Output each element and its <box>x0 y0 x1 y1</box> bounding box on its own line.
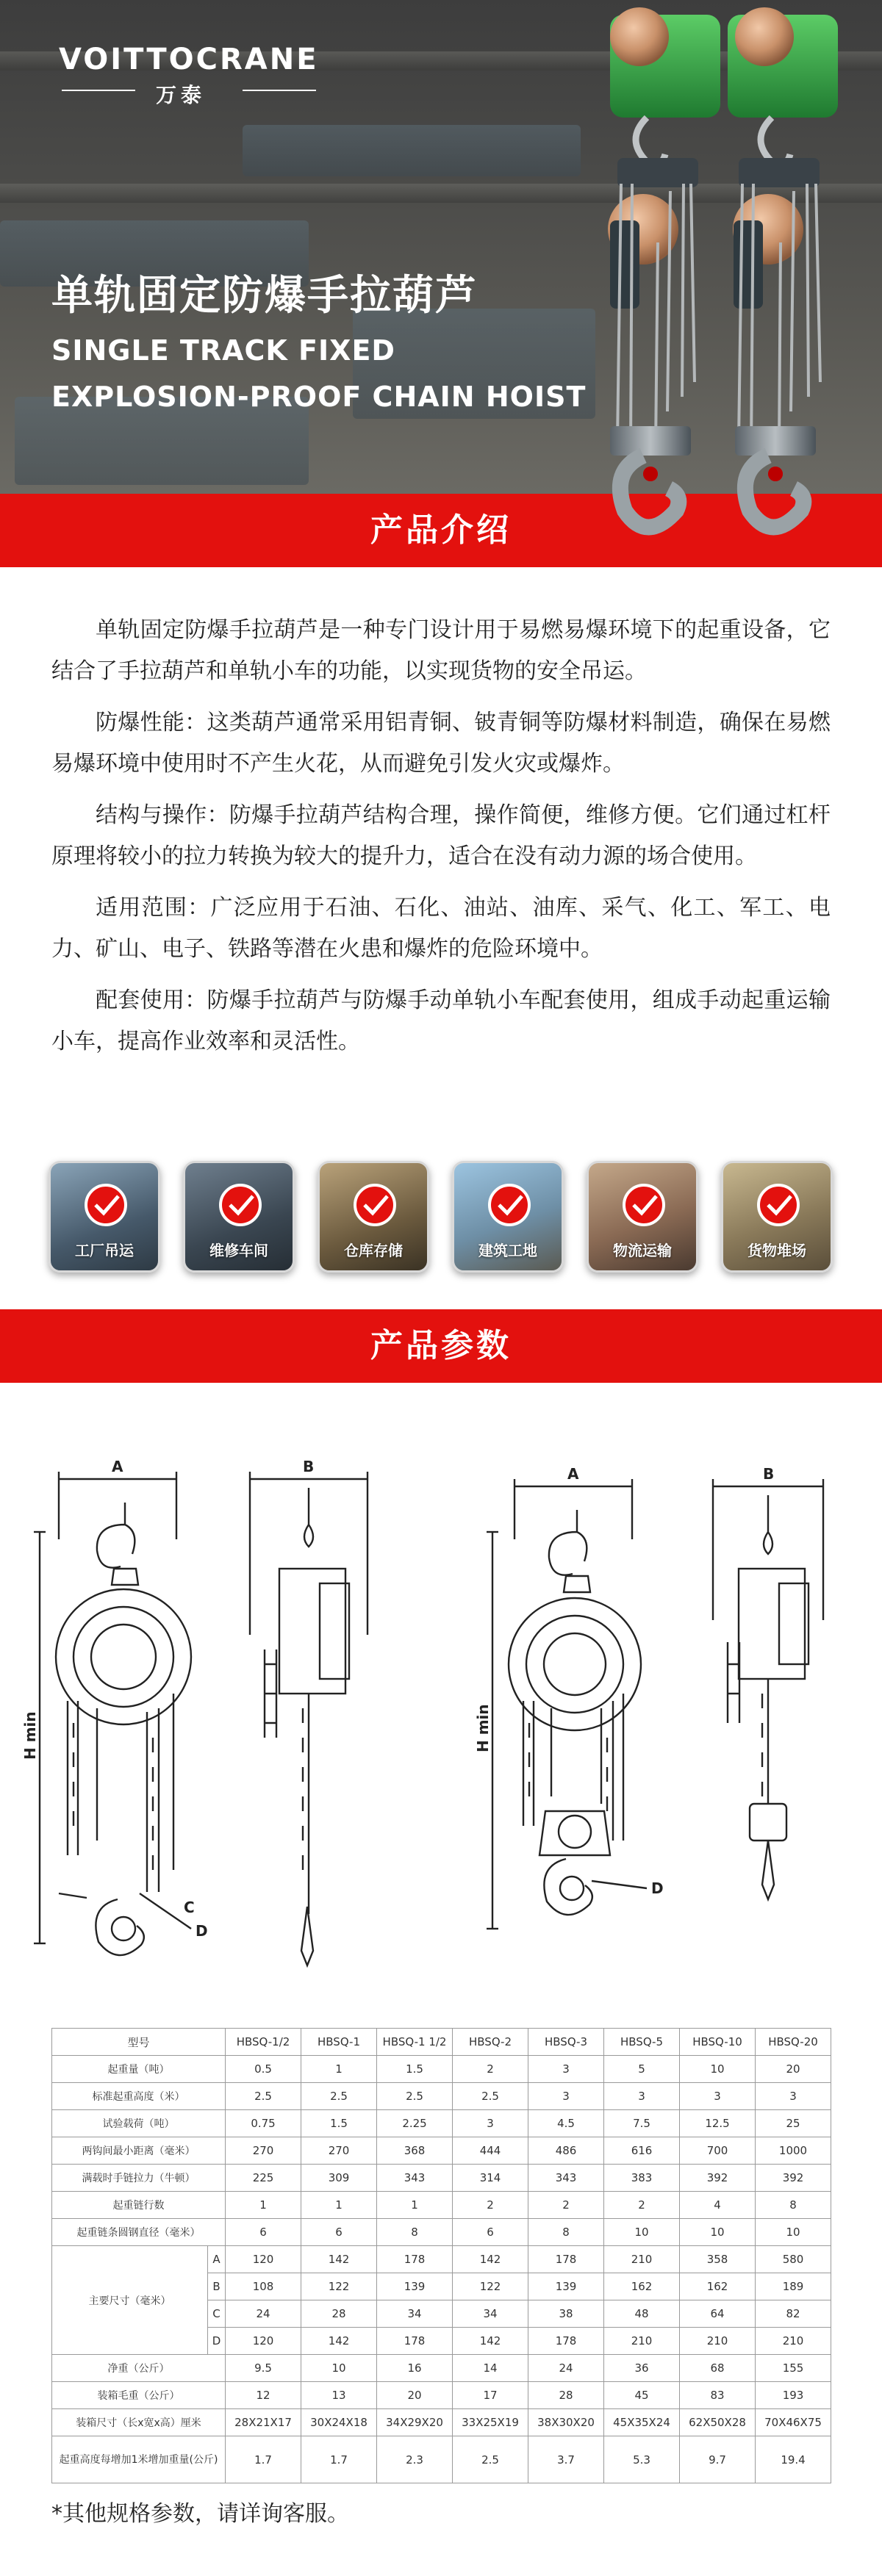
table-cell: 108 <box>226 2273 301 2300</box>
table-cell: 34X29X20 <box>377 2409 453 2436</box>
table-cell: 25 <box>756 2110 831 2137</box>
table-cell: 120 <box>226 2246 301 2273</box>
table-cell: 1 <box>226 2192 301 2219</box>
dimension-diagram-double <box>474 1458 860 1987</box>
table-cell: 1.5 <box>377 2056 453 2083</box>
table-cell: 2 <box>604 2192 680 2219</box>
table-row <box>52 2056 831 2083</box>
table-row <box>52 2382 831 2409</box>
table-cell: 16 <box>377 2355 453 2382</box>
table-row-label: 装箱毛重（公斤） <box>52 2382 226 2409</box>
diagram-label-c: C <box>184 1899 195 1916</box>
table-cell: 178 <box>528 2246 604 2273</box>
table-cell: 36 <box>604 2355 680 2382</box>
table-cell: 10 <box>301 2355 377 2382</box>
diagram-label-b: B <box>763 1465 775 1483</box>
table-cell: 392 <box>756 2165 831 2192</box>
table-row <box>52 2219 831 2246</box>
table-cell: 142 <box>453 2246 528 2273</box>
logo-divider <box>62 90 135 91</box>
table-row-label: 主要尺寸（毫米） <box>52 2246 208 2355</box>
table-row <box>52 2192 831 2219</box>
background-machine <box>243 125 581 176</box>
table-cell: 210 <box>604 2246 680 2273</box>
table-cell: 1.5 <box>301 2110 377 2137</box>
check-icon <box>757 1184 800 1226</box>
table-cell: 3.7 <box>528 2436 604 2483</box>
table-row-label: 起重链行数 <box>52 2192 226 2219</box>
table-row <box>52 2355 831 2382</box>
diagram-label-a: A <box>112 1458 123 1475</box>
table-cell: 10 <box>680 2056 756 2083</box>
table-row-label: 净重（公斤） <box>52 2355 226 2382</box>
application-scenes <box>49 1161 833 1273</box>
table-cell: 368 <box>377 2137 453 2165</box>
table-cell: 358 <box>680 2246 756 2273</box>
table-cell: 392 <box>680 2165 756 2192</box>
scene-card <box>452 1161 564 1273</box>
table-cell: 83 <box>680 2382 756 2409</box>
table-cell: 616 <box>604 2137 680 2165</box>
table-cell: 70X46X75 <box>756 2409 831 2436</box>
table-cell: 2 <box>453 2056 528 2083</box>
table-cell: 13 <box>301 2382 377 2409</box>
table-cell: 8 <box>756 2192 831 2219</box>
section-title-intro: 产品介绍 <box>370 511 512 549</box>
logo-divider <box>243 90 316 91</box>
spec-table <box>51 2028 831 2483</box>
table-row-label: 起重链条圆钢直径（毫米） <box>52 2219 226 2246</box>
diagram-label-a: A <box>567 1465 579 1483</box>
table-row <box>52 2246 831 2273</box>
table-row-label: 满载时手链拉力（牛顿） <box>52 2165 226 2192</box>
hero-title-en-line1: SINGLE TRACK FIXED <box>51 334 395 367</box>
diagram-label-d: D <box>196 1922 208 1940</box>
diagram-label-d: D <box>651 1879 664 1897</box>
intro-text <box>51 610 831 1073</box>
table-cell: 139 <box>528 2273 604 2300</box>
table-cell: 3 <box>680 2083 756 2110</box>
table-cell: 120 <box>226 2328 301 2355</box>
table-cell: 24 <box>528 2355 604 2382</box>
table-cell: 193 <box>756 2382 831 2409</box>
check-icon <box>623 1184 665 1226</box>
table-cell: 486 <box>528 2137 604 2165</box>
table-header-model: HBSQ-2 <box>453 2029 528 2056</box>
table-cell: 1.7 <box>226 2436 301 2483</box>
table-cell: 178 <box>377 2328 453 2355</box>
table-cell: 700 <box>680 2137 756 2165</box>
table-row-label: 两钩间最小距离（毫米） <box>52 2137 226 2165</box>
table-cell: 64 <box>680 2300 756 2328</box>
brand-sub: 万泰 <box>156 83 207 107</box>
table-cell: 38X30X20 <box>528 2409 604 2436</box>
table-header-model: HBSQ-20 <box>756 2029 831 2056</box>
table-cell: 4.5 <box>528 2110 604 2137</box>
hoist-left <box>608 7 720 528</box>
table-cell: 162 <box>680 2273 756 2300</box>
table-cell: 2.25 <box>377 2110 453 2137</box>
scene-label: 货物堆场 <box>747 1242 806 1259</box>
table-cell: 2.3 <box>377 2436 453 2483</box>
table-cell: 210 <box>680 2328 756 2355</box>
check-icon <box>354 1184 396 1226</box>
table-cell: 5.3 <box>604 2436 680 2483</box>
table-cell: 139 <box>377 2273 453 2300</box>
table-cell: 17 <box>453 2382 528 2409</box>
table-cell: 383 <box>604 2165 680 2192</box>
table-cell: 3 <box>756 2083 831 2110</box>
table-cell: 9.5 <box>226 2355 301 2382</box>
table-cell: 2.5 <box>453 2436 528 2483</box>
table-header-model: HBSQ-1 <box>301 2029 377 2056</box>
scene-card <box>587 1161 698 1273</box>
table-cell: 6 <box>301 2219 377 2246</box>
table-cell: 38 <box>528 2300 604 2328</box>
table-cell: 3 <box>528 2083 604 2110</box>
table-cell: 314 <box>453 2165 528 2192</box>
table-cell: 30X24X18 <box>301 2409 377 2436</box>
scene-card <box>183 1161 295 1273</box>
scene-label: 工厂吊运 <box>75 1242 134 1259</box>
table-cell: 68 <box>680 2355 756 2382</box>
table-sub-label: C <box>208 2300 226 2328</box>
intro-paragraph: 防爆性能：这类葫芦通常采用铝青铜、铍青铜等防爆材料制造，确保在易燃易爆环境中使用时不产生火花，从而避免引发火灾或爆炸。 <box>51 710 831 777</box>
scene-card <box>721 1161 833 1273</box>
table-cell: 45 <box>604 2382 680 2409</box>
table-cell: 2.5 <box>226 2083 301 2110</box>
table-row <box>52 2165 831 2192</box>
table-cell: 225 <box>226 2165 301 2192</box>
table-cell: 1 <box>301 2056 377 2083</box>
table-cell: 24 <box>226 2300 301 2328</box>
table-cell: 28 <box>528 2382 604 2409</box>
table-sub-label: A <box>208 2246 226 2273</box>
table-cell: 8 <box>528 2219 604 2246</box>
table-cell: 12 <box>226 2382 301 2409</box>
scene-label: 物流运输 <box>613 1242 672 1259</box>
table-cell: 162 <box>604 2273 680 2300</box>
brand-name: VOITTOCRANE <box>59 43 319 76</box>
table-cell: 270 <box>301 2137 377 2165</box>
table-cell: 33X25X19 <box>453 2409 528 2436</box>
table-row-label: 装箱尺寸（长x宽x高）厘米 <box>52 2409 226 2436</box>
table-cell: 10 <box>756 2219 831 2246</box>
table-cell: 5 <box>604 2056 680 2083</box>
table-cell: 189 <box>756 2273 831 2300</box>
table-row <box>52 2110 831 2137</box>
table-row <box>52 2409 831 2436</box>
table-header-label: 型号 <box>52 2029 226 2056</box>
check-icon <box>85 1184 127 1226</box>
table-cell: 178 <box>377 2246 453 2273</box>
table-cell: 34 <box>453 2300 528 2328</box>
intro-paragraph: 单轨固定防爆手拉葫芦是一种专门设计用于易燃易爆环境下的起重设备，它结合了手拉葫芦和单轨小车的功能，以实现货物的安全吊运。 <box>51 617 831 684</box>
table-cell: 142 <box>453 2328 528 2355</box>
scene-card <box>49 1161 160 1273</box>
table-cell: 2 <box>528 2192 604 2219</box>
scene-label: 仓库存储 <box>344 1242 403 1259</box>
check-icon <box>219 1184 262 1226</box>
table-header-model: HBSQ-10 <box>680 2029 756 2056</box>
intro-paragraph: 结构与操作：防爆手拉葫芦结构合理，操作简便，维修方便。它们通过杠杆原理将较小的拉力转换为较大的提升力，适合在没有动力源的场合使用。 <box>51 802 831 869</box>
footnote: *其他规格参数，请详询客服。 <box>51 2501 349 2527</box>
scene-label: 维修车间 <box>209 1242 268 1259</box>
dimension-diagram-single <box>21 1458 412 1987</box>
table-header-model: HBSQ-1/2 <box>226 2029 301 2056</box>
table-cell: 3 <box>453 2110 528 2137</box>
scene-label: 建筑工地 <box>478 1242 537 1259</box>
table-cell: 3 <box>604 2083 680 2110</box>
table-cell: 2.5 <box>377 2083 453 2110</box>
hoist-right <box>728 7 838 528</box>
table-cell: 10 <box>604 2219 680 2246</box>
table-cell: 122 <box>453 2273 528 2300</box>
table-cell: 343 <box>377 2165 453 2192</box>
table-cell: 2 <box>453 2192 528 2219</box>
section-bar-params <box>0 1309 882 1383</box>
diagram-label-b: B <box>303 1458 315 1475</box>
table-cell: 210 <box>604 2328 680 2355</box>
table-cell: 580 <box>756 2246 831 2273</box>
table-cell: 1000 <box>756 2137 831 2165</box>
table-row-label: 试验载荷（吨） <box>52 2110 226 2137</box>
hoist-product-image <box>588 0 882 567</box>
table-cell: 48 <box>604 2300 680 2328</box>
table-row-label: 起重量（吨） <box>52 2056 226 2083</box>
table-row-label: 起重高度每增加1米增加重量(公斤) <box>52 2436 226 2483</box>
table-cell: 6 <box>453 2219 528 2246</box>
table-cell: 343 <box>528 2165 604 2192</box>
table-sub-label: D <box>208 2328 226 2355</box>
scene-card <box>318 1161 429 1273</box>
table-cell: 210 <box>756 2328 831 2355</box>
table-cell: 1 <box>301 2192 377 2219</box>
table-row-label: 标准起重高度（米） <box>52 2083 226 2110</box>
table-cell: 309 <box>301 2165 377 2192</box>
table-cell: 62X50X28 <box>680 2409 756 2436</box>
table-header-model: HBSQ-5 <box>604 2029 680 2056</box>
table-cell: 28 <box>301 2300 377 2328</box>
table-cell: 0.5 <box>226 2056 301 2083</box>
table-header-model: HBSQ-1 1/2 <box>377 2029 453 2056</box>
table-cell: 34 <box>377 2300 453 2328</box>
table-cell: 4 <box>680 2192 756 2219</box>
table-sub-label: B <box>208 2273 226 2300</box>
table-cell: 142 <box>301 2328 377 2355</box>
table-cell: 3 <box>528 2056 604 2083</box>
table-cell: 8 <box>377 2219 453 2246</box>
table-header-model: HBSQ-3 <box>528 2029 604 2056</box>
diagram-label-h: H min <box>474 1704 492 1752</box>
hero-title-en-line2: EXPLOSION-PROOF CHAIN HOIST <box>51 381 587 413</box>
table-cell: 2.5 <box>301 2083 377 2110</box>
table-cell: 10 <box>680 2219 756 2246</box>
table-row <box>52 2137 831 2165</box>
table-cell: 178 <box>528 2328 604 2355</box>
table-cell: 12.5 <box>680 2110 756 2137</box>
table-cell: 1 <box>377 2192 453 2219</box>
table-cell: 6 <box>226 2219 301 2246</box>
table-cell: 2.5 <box>453 2083 528 2110</box>
table-cell: 155 <box>756 2355 831 2382</box>
table-cell: 444 <box>453 2137 528 2165</box>
table-cell: 20 <box>756 2056 831 2083</box>
table-cell: 14 <box>453 2355 528 2382</box>
table-cell: 20 <box>377 2382 453 2409</box>
diagram-label-h: H min <box>21 1711 39 1760</box>
table-cell: 122 <box>301 2273 377 2300</box>
table-cell: 1.7 <box>301 2436 377 2483</box>
table-cell: 28X21X17 <box>226 2409 301 2436</box>
table-cell: 45X35X24 <box>604 2409 680 2436</box>
table-cell: 142 <box>301 2246 377 2273</box>
table-cell: 0.75 <box>226 2110 301 2137</box>
section-bar-intro <box>0 494 882 567</box>
table-cell: 9.7 <box>680 2436 756 2483</box>
intro-paragraph: 配套使用：防爆手拉葫芦与防爆手动单轨小车配套使用，组成手动起重运输小车，提高作业效率和灵活性。 <box>51 987 831 1054</box>
table-cell: 7.5 <box>604 2110 680 2137</box>
table-cell: 19.4 <box>756 2436 831 2483</box>
table-cell: 270 <box>226 2137 301 2165</box>
table-cell: 82 <box>756 2300 831 2328</box>
table-row <box>52 2083 831 2110</box>
hero-title-cn: 单轨固定防爆手拉葫芦 <box>51 272 478 320</box>
intro-paragraph: 适用范围：广泛应用于石油、石化、油站、油库、采气、化工、军工、电力、矿山、电子、铁路等潜在火患和爆炸的危险环境中。 <box>51 895 831 962</box>
table-header-row <box>52 2029 831 2056</box>
section-title-params: 产品参数 <box>370 1327 512 1364</box>
brand-logo <box>59 43 323 106</box>
check-icon <box>488 1184 531 1226</box>
table-row <box>52 2436 831 2483</box>
